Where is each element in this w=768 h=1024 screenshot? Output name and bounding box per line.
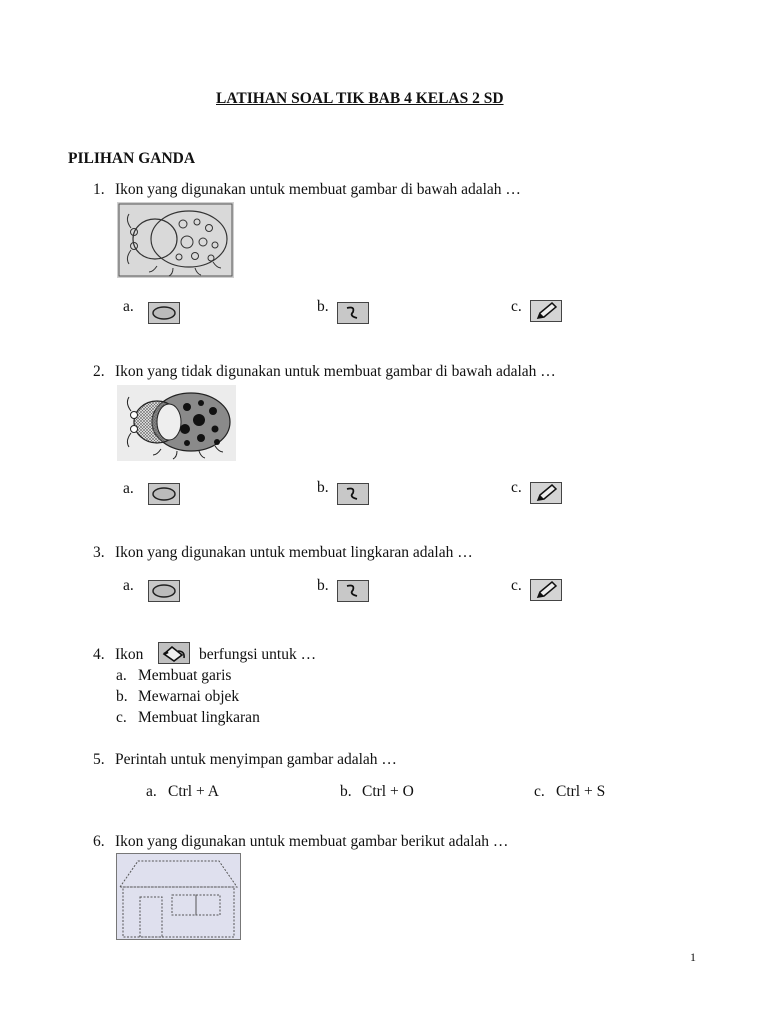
- section-heading: PILIHAN GANDA: [68, 150, 196, 167]
- option-text: Ctrl + S: [556, 783, 606, 800]
- option-label: a.: [123, 577, 134, 594]
- page-number: 1: [690, 950, 696, 964]
- question-number: 6.: [93, 833, 105, 850]
- question-5: [93, 752, 397, 768]
- option-label: b.: [317, 298, 329, 315]
- question-4: [93, 647, 143, 663]
- fill-bucket-tool-icon: [158, 642, 190, 664]
- curve-tool-icon: [337, 580, 369, 602]
- ladybug-colored-image: [117, 385, 236, 461]
- question-2: [93, 364, 556, 380]
- option-label: c.: [116, 709, 127, 726]
- option-5c: [534, 784, 605, 800]
- option-text: Ctrl + O: [362, 783, 414, 800]
- curve-tool-icon: [337, 302, 369, 324]
- option-label: b.: [317, 577, 329, 594]
- question-number: 5.: [93, 751, 105, 768]
- question-text: Ikon yang tidak digunakan untuk membuat gambar di bawah adalah …: [115, 363, 556, 380]
- ellipse-tool-icon: [148, 302, 180, 324]
- ellipse-tool-icon: [148, 483, 180, 505]
- option-label: c.: [534, 783, 545, 800]
- question-number: 1.: [93, 181, 105, 198]
- option-label: a.: [146, 783, 157, 800]
- question-text: Ikon yang digunakan untuk membuat gambar berikut adalah …: [115, 833, 509, 850]
- option-5a: [146, 784, 219, 800]
- question-text: Ikon yang digunakan untuk membuat lingkaran adalah …: [115, 544, 473, 561]
- option-text: Membuat lingkaran: [138, 709, 260, 726]
- option-label: a.: [123, 480, 134, 497]
- pencil-tool-icon: [530, 300, 562, 322]
- option-text: Membuat garis: [138, 667, 232, 684]
- option-text: Ctrl + A: [168, 783, 219, 800]
- option-text: Mewarnai objek: [138, 688, 240, 705]
- page-title: LATIHAN SOAL TIK BAB 4 KELAS 2 SD: [216, 90, 504, 107]
- question-text-after: berfungsi untuk …: [199, 646, 317, 663]
- option-4a: [116, 668, 231, 684]
- pencil-tool-icon: [530, 482, 562, 504]
- option-label: a.: [123, 298, 134, 315]
- curve-tool-icon: [337, 483, 369, 505]
- option-label: c.: [511, 298, 522, 315]
- question-3: [93, 545, 473, 561]
- option-5b: [340, 784, 414, 800]
- pencil-tool-icon: [530, 579, 562, 601]
- question-6: [93, 834, 508, 850]
- ladybug-outline-image: [117, 202, 234, 278]
- ellipse-tool-icon: [148, 580, 180, 602]
- option-label: b.: [317, 479, 329, 496]
- question-text: Perintah untuk menyimpan gambar adalah …: [115, 751, 397, 768]
- option-label: c.: [511, 577, 522, 594]
- option-label: c.: [511, 479, 522, 496]
- option-label: a.: [116, 667, 127, 684]
- option-label: b.: [340, 783, 352, 800]
- option-label: b.: [116, 688, 128, 705]
- option-4b: [116, 689, 239, 705]
- question-text-before: Ikon: [115, 646, 144, 663]
- question-1: [93, 182, 521, 198]
- question-number: 2.: [93, 363, 105, 380]
- question-number: 4.: [93, 646, 105, 663]
- house-outline-image: [116, 853, 241, 940]
- question-number: 3.: [93, 544, 105, 561]
- option-4c: [116, 710, 260, 726]
- question-text: Ikon yang digunakan untuk membuat gambar di bawah adalah …: [115, 181, 521, 198]
